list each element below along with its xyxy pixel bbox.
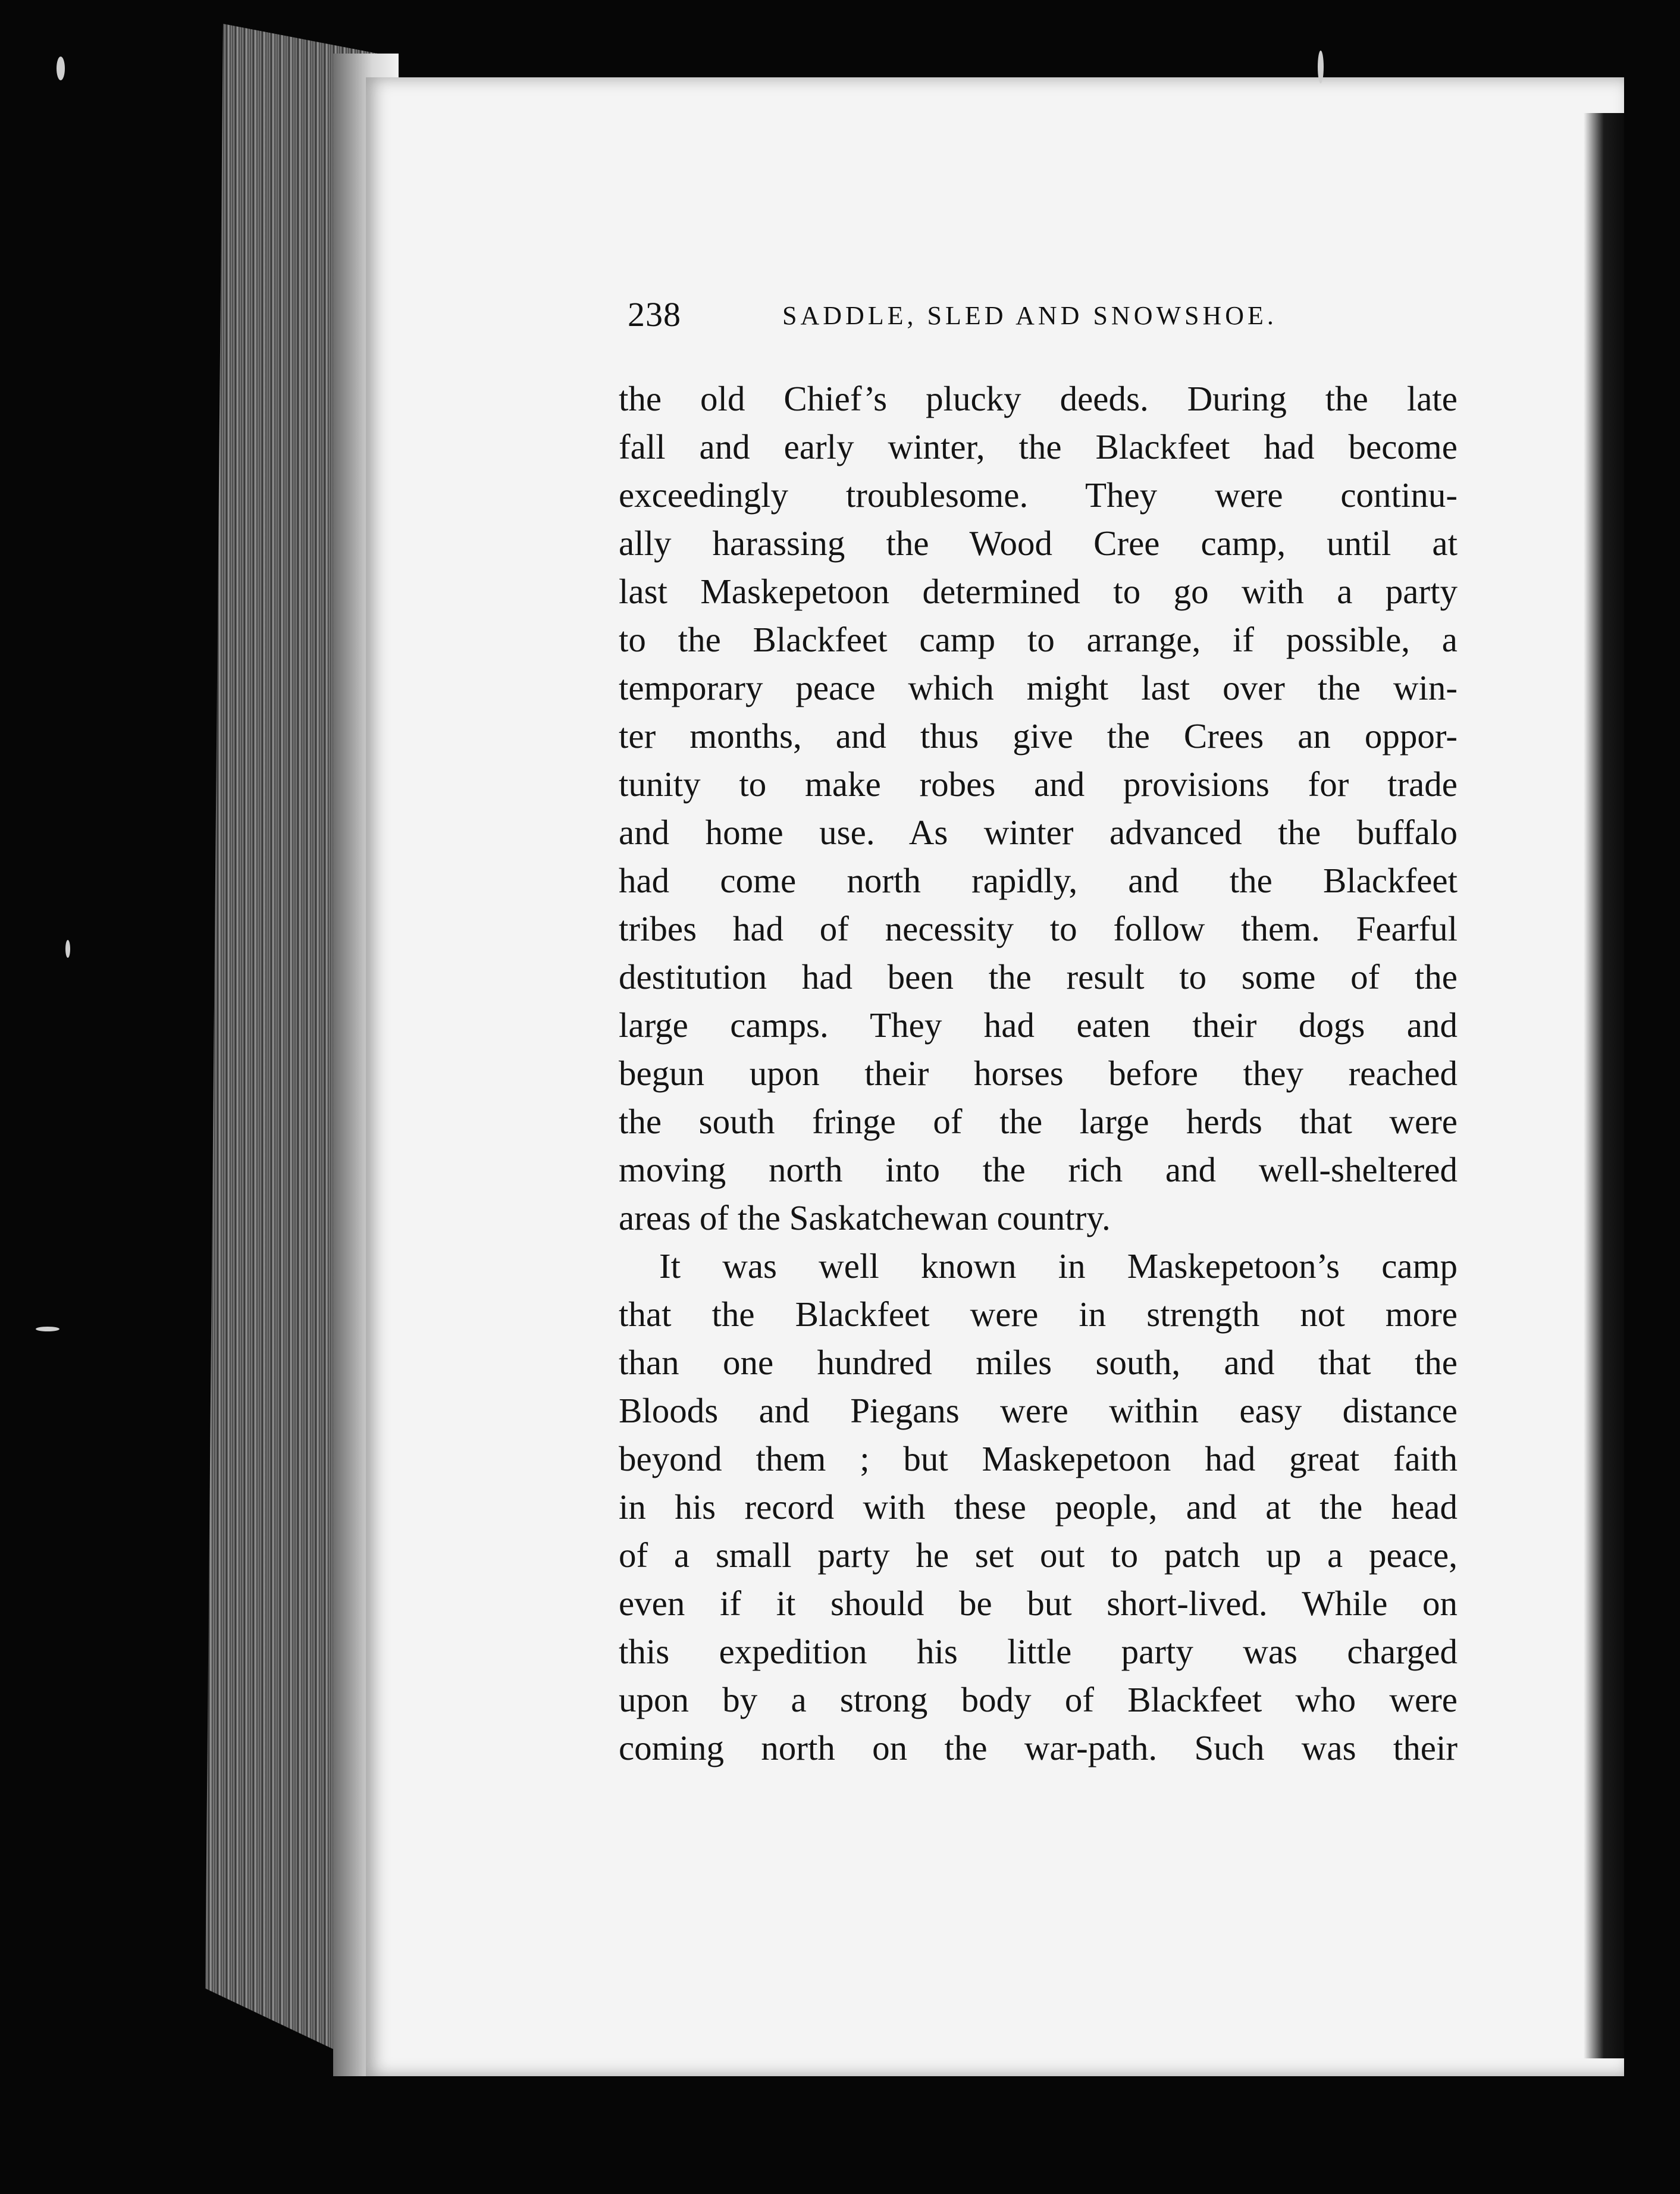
text-line: large camps. They had eaten their dogs and [619, 1005, 1458, 1045]
text-line: coming north on the war-path. Such was their [619, 1728, 1458, 1767]
text-line: fall and early winter, the Blackfeet had become [619, 427, 1458, 466]
text-line: the south fringe of the large herds that were [619, 1102, 1458, 1141]
text-line: had come north rapidly, and the Blackfeet [619, 861, 1458, 900]
text-line: and home use. As winter advanced the buffalo [619, 813, 1458, 852]
text-line: ter months, and thus give the Crees an oppor- [619, 716, 1458, 756]
facing-page-edge [1584, 113, 1624, 2058]
running-title: SADDLE, SLED AND SNOWSHOE. [782, 301, 1277, 330]
text-line: beyond them ; but Maskepetoon had great faith [619, 1439, 1458, 1478]
text-line: areas of the Saskatchewan country. [619, 1198, 1111, 1237]
running-header [628, 294, 1312, 348]
text-line: in his record with these people, and at the head [619, 1487, 1458, 1527]
text-line: It was well known in Maskepetoon’s camp [659, 1246, 1458, 1286]
text-line: ally harassing the Wood Cree camp, until at [619, 524, 1458, 563]
text-line: last Maskepetoon determined to go with a party [619, 572, 1458, 611]
dust-speck [1318, 51, 1324, 83]
text-line: destitution had been the result to some of the [619, 957, 1458, 996]
dust-speck [57, 57, 65, 80]
body-text [619, 375, 1458, 1772]
text-line: of a small party he set out to patch up a peace, [619, 1535, 1458, 1575]
page-number: 238 [628, 295, 681, 334]
text-line: upon by a strong body of Blackfeet who were [619, 1680, 1458, 1719]
text-line: to the Blackfeet camp to arrange, if possible, a [619, 620, 1458, 659]
text-line: this expedition his little party was charged [619, 1632, 1458, 1671]
text-line: Bloods and Piegans were within easy distance [619, 1391, 1458, 1430]
text-line: begun upon their horses before they reached [619, 1054, 1458, 1093]
text-line: exceedingly troublesome. They were continu- [619, 475, 1458, 515]
dust-speck [36, 1327, 59, 1331]
text-line: the old Chief’s plucky deeds. During the late [619, 379, 1458, 418]
text-line: that the Blackfeet were in strength not more [619, 1295, 1458, 1334]
dust-speck [65, 940, 70, 958]
text-line: tribes had of necessity to follow them. Fearful [619, 909, 1458, 948]
text-line: than one hundred miles south, and that the [619, 1343, 1458, 1382]
text-line: moving north into the rich and well-sheltered [619, 1150, 1458, 1189]
text-line: even if it should be but short-lived. While on [619, 1584, 1458, 1623]
text-line: temporary peace which might last over the win- [619, 668, 1458, 707]
text-line: tunity to make robes and provisions for trade [619, 764, 1458, 804]
